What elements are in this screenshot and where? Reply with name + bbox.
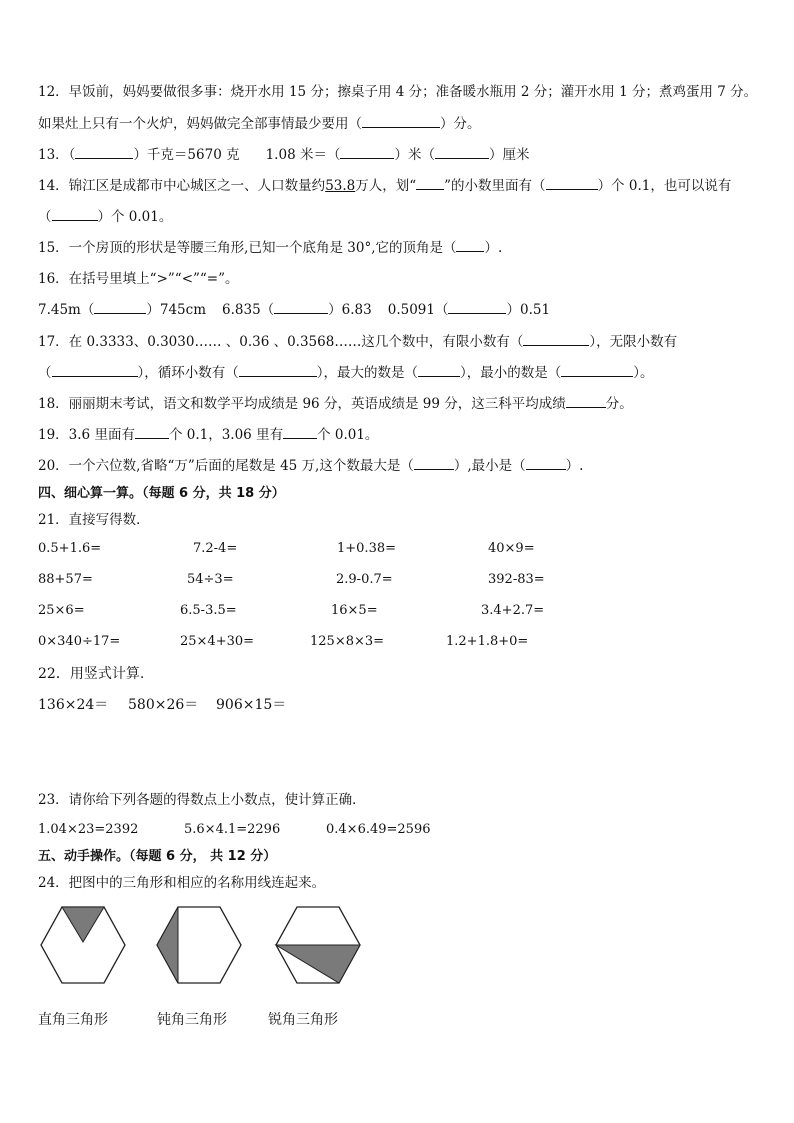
q23-item: 1.04×23=2392 (38, 822, 139, 837)
q22-title: 22．用竖式计算. (38, 666, 145, 682)
q23-item: 0.4×6.49=2596 (326, 822, 431, 837)
q16-blank-3[interactable] (448, 301, 506, 314)
q19-text-c: 个 0.01。 (317, 427, 379, 443)
q14-text-a: 14．锦江区是成都市中心城区之一、人口数量约 (38, 178, 326, 194)
section-4-heading: 四、细心算一算。（每题 6 分，共 18 分） (38, 486, 285, 501)
q17-blank-2[interactable] (52, 364, 138, 377)
q16-blank-1[interactable] (94, 301, 146, 314)
q14-text-c: ”的小数里面有（ (444, 178, 546, 194)
q20-blank-1[interactable] (414, 457, 454, 470)
q14-text-d: ）个 0.1，也可以说有 (597, 178, 732, 194)
q21-item: 1.2+1.8+0= (446, 634, 529, 649)
q19-text-a: 19．3.6 里面有 (38, 427, 135, 443)
q18-line (38, 395, 633, 413)
q17-blank-5[interactable] (561, 364, 633, 377)
q14-blank-1[interactable] (416, 177, 444, 190)
q17-text-g: ）。 (633, 365, 654, 381)
q21-title: 21．直接写得数． (38, 512, 150, 528)
q22-item: 906×15＝ (216, 697, 287, 713)
q21-item: 125×8×3= (310, 634, 385, 649)
q16-blank-2[interactable] (274, 301, 328, 314)
q21-item: 88+57= (38, 572, 93, 587)
q13-text-a: 13．（ (38, 147, 76, 163)
q13-blank-3[interactable] (435, 146, 489, 159)
q20-line (38, 457, 583, 475)
q14-underlined-number: 53.8 (325, 178, 356, 194)
q21-item: 2.9-0.7= (336, 572, 393, 587)
q14-line1 (38, 177, 731, 195)
q21-item: 6.5-3.5= (180, 603, 237, 618)
q21-item: 7.2-4= (193, 541, 238, 556)
q13-blank-2[interactable] (340, 146, 394, 159)
q14-blank-3[interactable] (52, 208, 98, 221)
q21-item: 25×6= (38, 603, 85, 618)
q21-item: 392-83= (488, 572, 545, 587)
q15-line (38, 239, 502, 257)
q17-text-c: （ (38, 365, 52, 381)
q19-line (38, 426, 378, 444)
q16-item-3b: ）0.51 (506, 302, 551, 318)
q21-item: 0.5+1.6= (38, 541, 102, 556)
q12-line2 (38, 115, 481, 133)
q20-text-c: ）. (565, 458, 584, 474)
q18-text-b: 分。 (605, 396, 633, 412)
q14-blank-2[interactable] (546, 177, 598, 190)
q15-text-a: 15．一个房顶的形状是等腰三角形,已知一个底角是 30°,它的顶角是（ (38, 240, 457, 256)
q12-answer-blank[interactable] (362, 115, 440, 128)
q17-text-e: ），最大的数是（ (316, 365, 418, 381)
q16-item-2a: 6.835（ (222, 302, 275, 318)
q23-title: 23．请你给下列各题的得数点上小数点，使计算正确． (38, 792, 366, 808)
q13-text-d: ）米（ (394, 147, 435, 163)
q16-item-2b: ）6.83 (328, 302, 372, 318)
q17-text-d: ），循环小数有（ (137, 365, 239, 381)
q17-text-f: ），最小的数是（ (460, 365, 562, 381)
q13-text-c: 1.08 米＝（ (265, 147, 341, 163)
q18-text-a: 18．丽丽期末考试，语文和数学平均成绩是 96 分，英语成绩是 99 分，这三科平均成绩 (38, 396, 566, 412)
q17-blank-1[interactable] (523, 333, 589, 346)
q16-item-3a: 0.5091（ (387, 302, 449, 318)
q22-item: 580×26＝ (128, 697, 199, 713)
q16-item-1b: ）745cm (146, 302, 207, 318)
q13-blank-1[interactable] (75, 146, 133, 159)
q20-text-a: 20．一个六位数,省略“万”后面的尾数是 45 万,这个数最大是（ (38, 458, 414, 474)
q13-text-b: ）千克＝5670 克 (133, 147, 240, 163)
q13-text-e: ）厘米 (488, 147, 530, 163)
q15-text-b: ）. (484, 240, 503, 256)
q21-item: 0×340÷17= (38, 634, 121, 649)
q18-blank[interactable] (566, 395, 606, 408)
q23-item: 5.6×4.1=2296 (184, 822, 281, 837)
q14-text-f: ）个 0.01。 (97, 209, 173, 225)
q21-item: 3.4+2.7= (481, 603, 545, 618)
q17-line2 (38, 364, 654, 382)
q21-item: 25×4+30= (180, 634, 255, 649)
q19-blank-1[interactable] (135, 426, 169, 439)
q13-line (38, 146, 529, 164)
q22-item: 136×24＝ (38, 697, 109, 713)
q16-title: 16．在括号里填上“>”“<”“=”。 (38, 271, 239, 287)
q24-label-right-triangle: 直角三角形 (38, 1012, 108, 1028)
q17-blank-4[interactable] (418, 364, 460, 377)
q14-text-e: （ (38, 209, 52, 225)
q20-blank-2[interactable] (526, 457, 566, 470)
q15-blank[interactable] (456, 239, 484, 252)
q21-item: 16×5= (331, 603, 378, 618)
q24-title: 24．把图中的三角形和相应的名称用线连起来。 (38, 875, 326, 891)
q19-text-b: 个 0.1，3.06 里有 (168, 427, 284, 443)
section-5-heading: 五、动手操作。（每题 6 分， 共 12 分） (38, 849, 277, 864)
q14-line2 (38, 208, 172, 226)
q24-label-acute-triangle: 锐角三角形 (268, 1012, 338, 1028)
q17-text-b: ），无限小数有 (589, 334, 678, 350)
q14-text-b: 万人，划“ (355, 178, 417, 194)
q20-text-b: ）,最小是（ (453, 458, 526, 474)
q17-line1 (38, 333, 677, 351)
hexagon-figure-1 (38, 905, 128, 985)
q16-items (38, 301, 550, 319)
q12-line1: 12．早饭前，妈妈要做很多事：烧开水用 15 分；擦桌子用 4 分；准备暖水瓶用 2 分；灌开水用 1 分；煮鸡蛋用 7 分。 (38, 84, 758, 100)
q17-text-a: 17．在 0.3333、0.3030…… 、0.36 、0.3568……这几个数中，有限小数有（ (38, 334, 524, 350)
shaded-triangle (157, 907, 178, 983)
q21-item: 40×9= (488, 541, 535, 556)
q17-blank-3[interactable] (239, 364, 317, 377)
q19-blank-2[interactable] (283, 426, 317, 439)
q24-label-obtuse-triangle: 钝角三角形 (157, 1012, 227, 1028)
q21-item: 1+0.38= (337, 541, 397, 556)
q12-text-a: 如果灶上只有一个火炉，妈妈做完全部事情最少要用（ (38, 116, 362, 132)
q12-text-b: ）分。 (440, 116, 481, 132)
q16-item-1a: 7.45m（ (38, 302, 95, 318)
q21-item: 54÷3= (187, 572, 234, 587)
hexagon-figure-2 (154, 905, 244, 985)
hexagon-figure-3 (273, 905, 363, 985)
